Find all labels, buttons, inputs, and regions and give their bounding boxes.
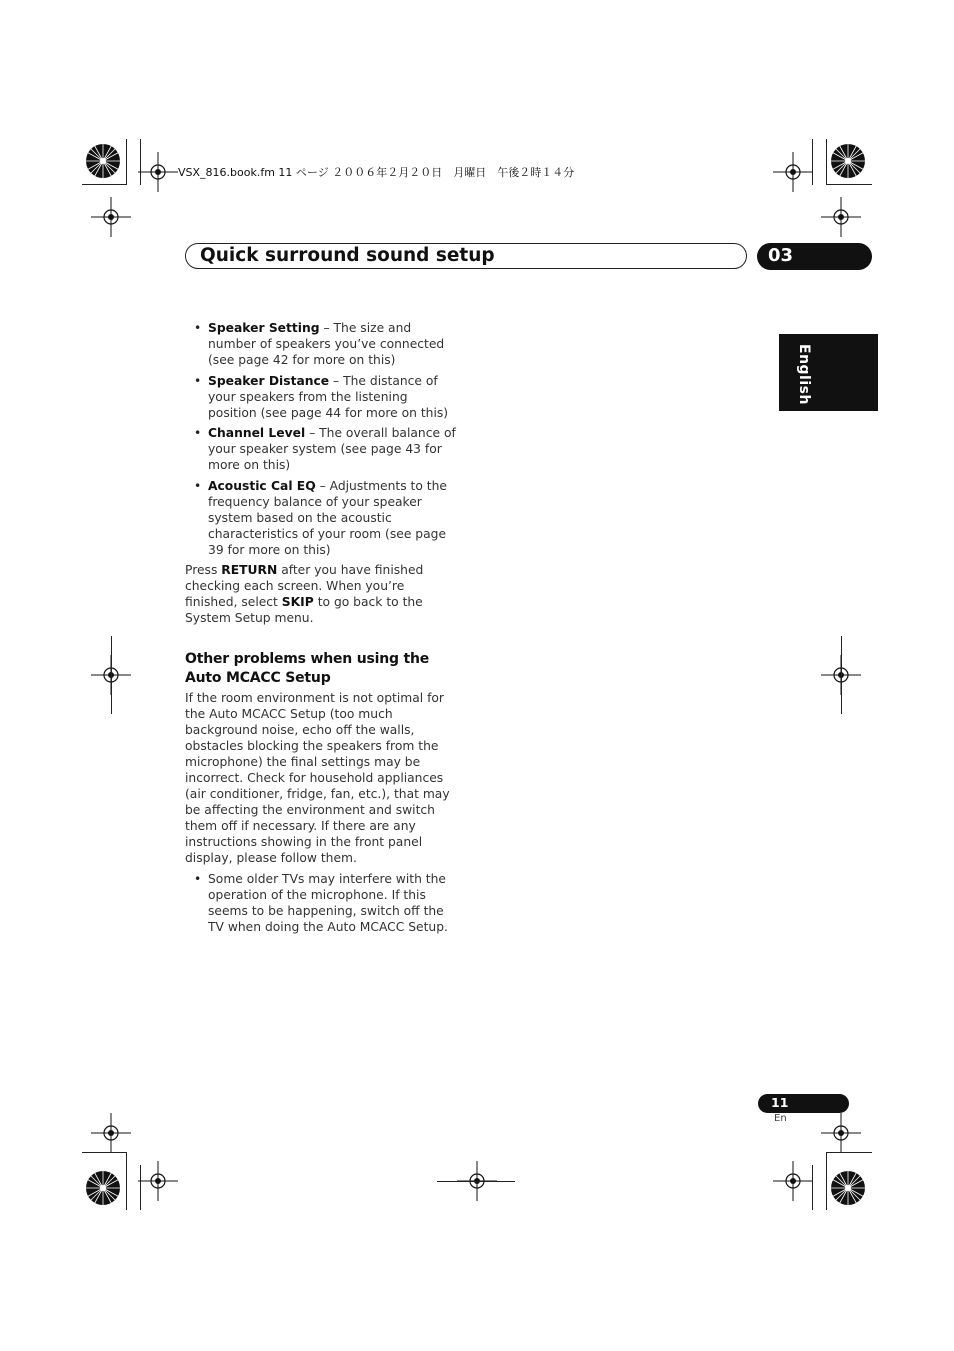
- crop-line: [826, 1152, 827, 1210]
- registration-mark-icon: [821, 197, 861, 237]
- registration-mark-icon: [773, 1161, 813, 1201]
- bullet-icon: •: [194, 478, 202, 493]
- section-paragraph: If the room environment is not optimal for the Auto MCACC Setup (too much background noise, echo off the walls, obstacles blocking the speakers from the microphone) the final settings may be incorrect. Check for household appliances (air conditioner, fridge, fan, etc.), that may be affecting the environment and switch them off if necessary. If there are any instructions showing in the front panel display, please follow them.: [185, 691, 450, 865]
- list-item-term: Speaker Distance: [208, 373, 330, 388]
- crop-line: [126, 1152, 127, 1210]
- text: after you have finished checking each screen. When you’re finished, select: [185, 563, 424, 609]
- registration-mark-icon: [138, 1161, 178, 1201]
- crop-line: [111, 636, 112, 714]
- registration-mark-icon: [821, 1113, 861, 1153]
- file-header: VSX_816.book.fm 11 ページ ２００６年２月２０日 月曜日 午後２時１４分: [178, 166, 575, 179]
- page-number: 11: [771, 1095, 789, 1110]
- registration-mark-icon: [91, 197, 131, 237]
- crop-line: [826, 139, 827, 185]
- registration-rosette-icon: [828, 141, 868, 181]
- key-label: SKIP: [281, 595, 314, 609]
- bullet-icon: •: [194, 321, 202, 335]
- text: Press: [185, 563, 222, 577]
- list-item: [185, 373, 459, 421]
- section-heading: Other problems when using the Auto MCACC Setup: [185, 651, 430, 686]
- tips-list: [185, 871, 459, 935]
- list-item: [185, 478, 459, 558]
- registration-rosette-icon: [828, 1168, 868, 1208]
- language-tab: [779, 334, 878, 411]
- registration-mark-icon: [138, 152, 178, 192]
- list-item: [185, 871, 459, 935]
- key-label: RETURN: [221, 563, 278, 577]
- registration-mark-icon: [773, 152, 813, 192]
- crop-line: [82, 1152, 126, 1153]
- list-item-text: – The size and number of speakers you’ve connected (see page 42 for more on this): [208, 321, 445, 367]
- crop-line: [826, 1152, 872, 1153]
- language-label: English: [796, 344, 812, 405]
- list-item-text: – Adjustments to the frequency balance of your speaker system based on the acoustic characteristics of your room (see page 39 for more on this): [208, 478, 447, 557]
- crop-line: [826, 184, 872, 185]
- registration-rosette-icon: [83, 141, 123, 181]
- crop-line: [841, 636, 842, 714]
- main-text-column: [185, 320, 459, 940]
- page-title: Quick surround sound setup: [200, 245, 495, 266]
- chapter-number: 03: [768, 245, 794, 266]
- return-paragraph: [185, 562, 459, 626]
- chapter-badge: [757, 243, 872, 270]
- list-item-term: Speaker Setting: [208, 321, 320, 335]
- bullet-icon: •: [194, 872, 202, 886]
- page-language: En: [774, 1113, 787, 1124]
- list-item: [185, 320, 459, 368]
- bullet-icon: •: [194, 426, 202, 440]
- list-item-text: Some older TVs may interfere with the operation of the microphone. If this seems to be happening, switch off the TV when doing the Auto MCACC Setup.: [208, 872, 448, 934]
- page-number-badge: [758, 1094, 849, 1113]
- list-item: [185, 425, 459, 473]
- crop-line: [126, 139, 127, 185]
- list-item-text: – The distance of your speakers from the listening position (see page 44 for more on this): [208, 373, 449, 420]
- text: to go back to the System Setup menu.: [185, 595, 423, 625]
- settings-list: [185, 320, 459, 558]
- bullet-icon: •: [194, 373, 202, 388]
- registration-mark-icon: [91, 1113, 131, 1153]
- chapter-title-bar: [185, 243, 747, 269]
- registration-rosette-icon: [83, 1168, 123, 1208]
- list-item-text: – The overall balance of your speaker system (see page 43 for more on this): [208, 426, 456, 472]
- crop-line: [82, 184, 126, 185]
- crop-line: [437, 1181, 515, 1182]
- list-item-term: Acoustic Cal EQ: [208, 478, 316, 493]
- list-item-term: Channel Level: [208, 426, 306, 440]
